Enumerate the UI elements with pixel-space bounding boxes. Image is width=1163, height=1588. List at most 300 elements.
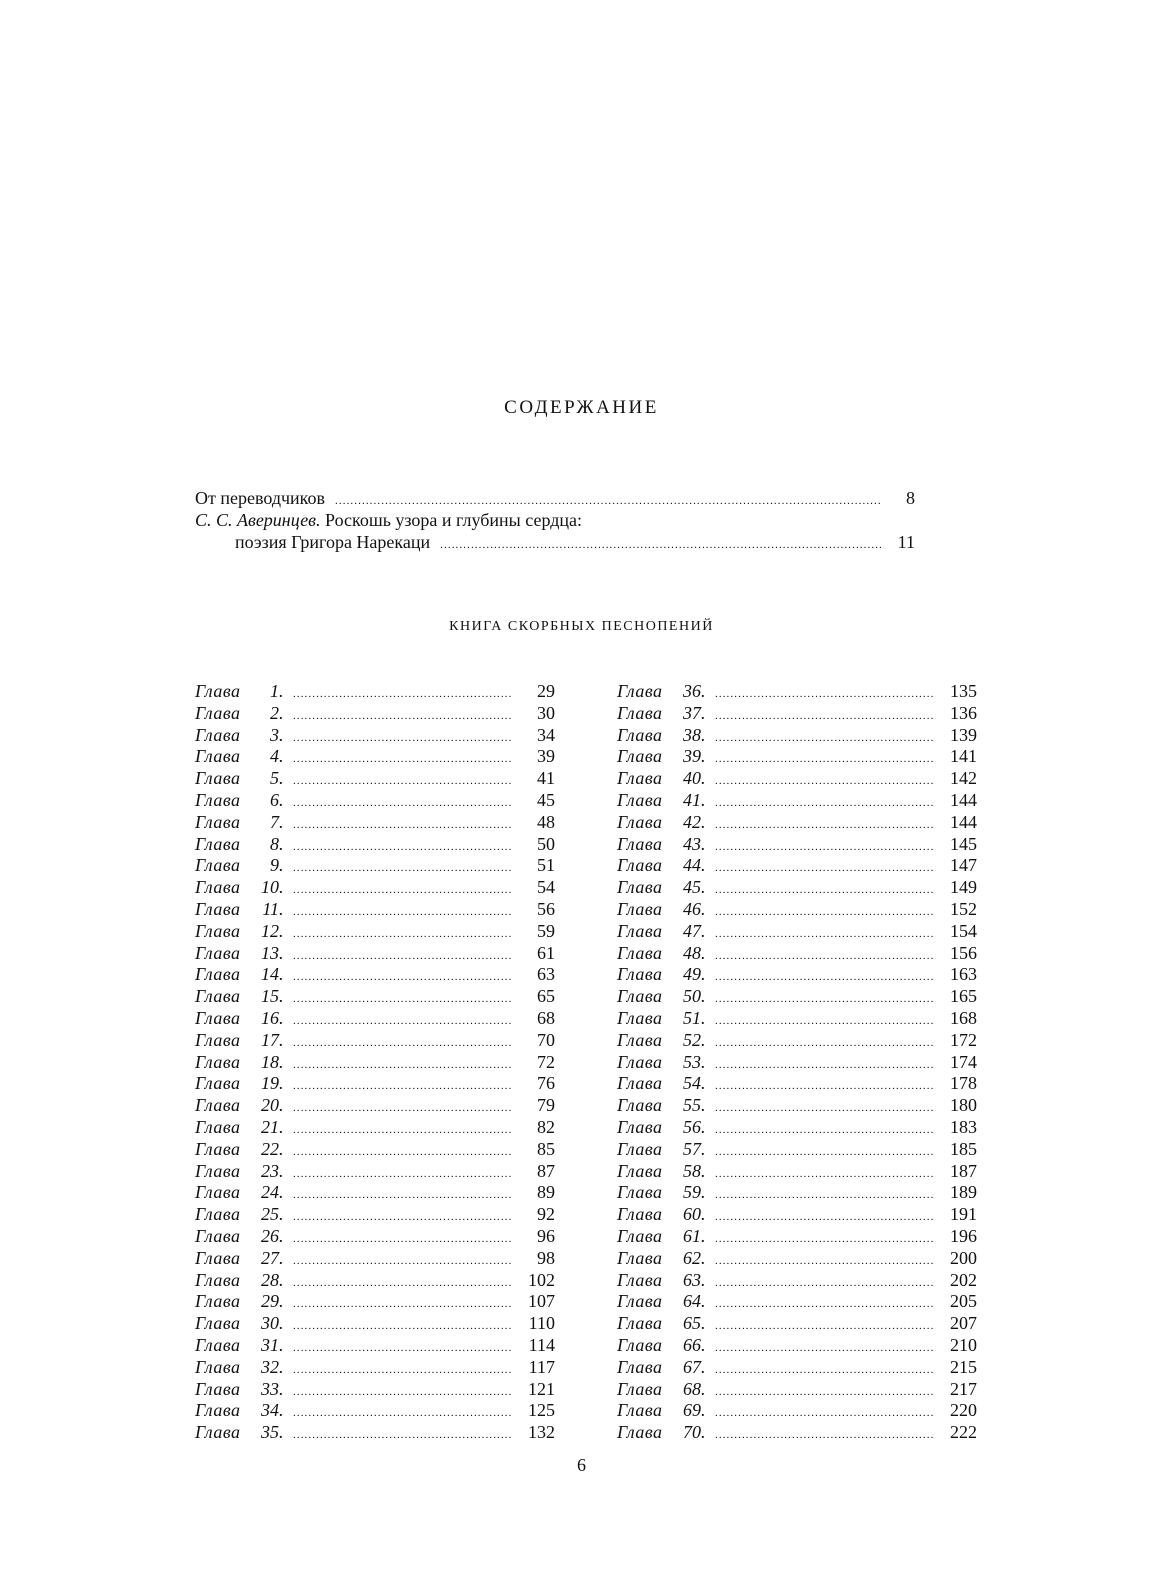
chapter-entry[interactable] (617, 1117, 977, 1139)
chapter-page: 210 (950, 1334, 977, 1355)
chapter-label: Глава (617, 964, 663, 985)
chapter-label: Глава (195, 1051, 241, 1072)
dot-leader (715, 1098, 933, 1120)
chapter-label: Глава (617, 1138, 663, 1159)
chapter-label: Глава (195, 1247, 241, 1268)
dot-leader (715, 1425, 933, 1447)
chapter-number: 34 (261, 1400, 279, 1421)
chapter-entry[interactable] (617, 1182, 977, 1204)
chapter-label: Глава (195, 681, 241, 701)
chapter-number-period: . (279, 833, 284, 854)
chapter-label: Глава (617, 1313, 663, 1334)
chapter-entry[interactable] (195, 855, 555, 877)
chapter-entry[interactable] (617, 746, 977, 768)
chapter-label: Глава (195, 1334, 241, 1355)
dot-leader (715, 837, 933, 859)
chapter-number: 20 (261, 1095, 279, 1116)
chapter-page: 205 (950, 1291, 977, 1312)
dot-leader (715, 1164, 933, 1186)
chapter-number-period: . (701, 746, 706, 767)
chapter-label: Глава (195, 964, 241, 985)
chapter-number: 66 (683, 1334, 701, 1355)
chapter-page: 147 (950, 855, 977, 876)
dot-leader (293, 1251, 511, 1273)
chapter-entry[interactable] (195, 899, 555, 921)
chapter-page: 156 (950, 942, 977, 963)
dot-leader (293, 728, 511, 750)
chapter-entry[interactable] (195, 921, 555, 943)
chapter-number: 43 (683, 833, 701, 854)
dot-leader (715, 1033, 933, 1055)
chapter-entry[interactable] (195, 1313, 555, 1335)
chapter-page: 98 (537, 1247, 555, 1268)
chapter-page: 79 (537, 1095, 555, 1116)
chapter-page: 45 (537, 789, 555, 810)
dot-leader (715, 1076, 933, 1098)
chapter-entry[interactable] (617, 1313, 977, 1335)
chapter-number-period: . (701, 1138, 706, 1159)
chapter-page: 89 (537, 1182, 555, 1203)
chapter-entry[interactable] (195, 1161, 555, 1183)
chapter-number-period: . (279, 1116, 284, 1137)
chapter-entry[interactable] (195, 1379, 555, 1401)
chapter-number-period: . (279, 1356, 284, 1377)
chapter-number-period: . (279, 746, 284, 767)
toc-entry[interactable] (195, 531, 915, 553)
chapter-label: Глава (617, 681, 663, 701)
chapter-number: 5 (270, 768, 279, 789)
dot-leader (715, 967, 933, 989)
chapter-label: Глава (617, 833, 663, 854)
page-title: СОДЕРЖАНИЕ (504, 397, 659, 418)
front-matter (195, 487, 915, 553)
chapter-number-period: . (701, 1029, 706, 1050)
chapter-page: 30 (537, 702, 555, 723)
chapter-page: 174 (950, 1051, 977, 1072)
chapter-number-period: . (701, 1422, 706, 1443)
chapter-entry[interactable] (195, 1052, 555, 1074)
chapter-label: Глава (195, 724, 241, 745)
dot-leader (293, 1403, 511, 1425)
chapter-label: Глава (617, 1204, 663, 1225)
chapter-label: Глава (617, 1007, 663, 1028)
chapter-page: 68 (537, 1007, 555, 1028)
dot-leader (293, 1316, 511, 1338)
chapter-entry[interactable] (195, 1400, 555, 1422)
chapter-number: 15 (261, 986, 279, 1007)
chapter-label: Глава (195, 768, 241, 789)
chapter-entry[interactable] (195, 1008, 555, 1030)
chapter-number-period: . (701, 789, 706, 810)
chapter-number: 6 (270, 789, 279, 810)
chapter-entry[interactable] (617, 1400, 977, 1422)
chapter-entry[interactable] (617, 768, 977, 790)
dot-leader (293, 749, 511, 771)
chapter-number: 24 (261, 1182, 279, 1203)
chapter-label: Глава (195, 1160, 241, 1181)
chapter-entry[interactable] (195, 986, 555, 1008)
chapter-page: 92 (537, 1204, 555, 1225)
chapter-page: 144 (950, 811, 977, 832)
chapter-page: 207 (950, 1313, 977, 1334)
chapter-entry[interactable] (617, 1291, 977, 1313)
chapter-label: Глава (195, 1356, 241, 1377)
chapter-entry[interactable] (195, 703, 555, 725)
chapter-entry[interactable] (195, 1182, 555, 1204)
chapter-number: 29 (261, 1291, 279, 1312)
chapter-label: Глава (617, 1422, 663, 1443)
chapter-number-period: . (279, 1334, 284, 1355)
chapter-number-period: . (279, 986, 284, 1007)
chapter-number: 25 (261, 1204, 279, 1225)
chapter-number-period: . (279, 1400, 284, 1421)
chapter-entry[interactable] (195, 1030, 555, 1052)
chapter-number-period: . (279, 898, 284, 919)
chapter-page: 145 (950, 833, 977, 854)
dot-leader (293, 1076, 511, 1098)
chapter-number: 65 (683, 1313, 701, 1334)
chapter-entry[interactable] (195, 1226, 555, 1248)
chapter-number-period: . (701, 1007, 706, 1028)
chapter-entry[interactable] (195, 1248, 555, 1270)
chapter-entry[interactable] (195, 1270, 555, 1292)
chapter-page: 202 (950, 1269, 977, 1290)
chapter-number-period: . (279, 920, 284, 941)
chapter-entry[interactable] (617, 1357, 977, 1379)
chapter-number-period: . (701, 724, 706, 745)
chapter-number: 47 (683, 920, 701, 941)
chapter-label: Глава (617, 811, 663, 832)
chapter-number-period: . (279, 855, 284, 876)
dot-leader (715, 902, 933, 924)
chapter-entry[interactable] (617, 1270, 977, 1292)
toc-entry[interactable] (195, 509, 915, 531)
chapter-number: 69 (683, 1400, 701, 1421)
chapter-label: Глава (617, 1095, 663, 1116)
dot-leader (293, 858, 511, 880)
chapter-number: 56 (683, 1116, 701, 1137)
chapter-entry[interactable] (617, 855, 977, 877)
chapter-label: Глава (195, 877, 241, 898)
chapter-number-period: . (701, 942, 706, 963)
dot-leader (293, 1142, 511, 1164)
chapter-page: 41 (537, 768, 555, 789)
chapter-entry[interactable] (195, 1422, 555, 1444)
chapter-entry[interactable] (195, 768, 555, 790)
chapter-number-period: . (701, 1160, 706, 1181)
chapter-page: 178 (950, 1073, 977, 1094)
chapter-entry[interactable] (195, 812, 555, 834)
chapter-entry[interactable] (617, 877, 977, 899)
chapter-entry[interactable] (195, 1095, 555, 1117)
chapter-entry[interactable] (617, 1226, 977, 1248)
chapter-label: Глава (617, 986, 663, 1007)
toc-entry-title: От переводчиков (195, 488, 326, 508)
chapter-entry[interactable] (195, 877, 555, 899)
chapter-number-period: . (701, 1378, 706, 1399)
section-title: КНИГА СКОРБНЫХ ПЕСНОПЕНИЙ (449, 619, 714, 634)
chapter-number-period: . (701, 1247, 706, 1268)
chapter-page: 141 (950, 746, 977, 767)
dot-leader (293, 1338, 511, 1360)
chapter-entry[interactable] (195, 725, 555, 747)
dot-leader (715, 1207, 933, 1229)
chapter-page: 220 (950, 1400, 977, 1421)
chapter-page: 59 (537, 920, 555, 941)
chapter-entry[interactable] (195, 1357, 555, 1379)
chapter-entry[interactable] (617, 703, 977, 725)
chapter-entry[interactable] (617, 1422, 977, 1444)
chapter-number-period: . (279, 681, 284, 701)
chapter-number-period: . (701, 877, 706, 898)
chapter-number: 17 (261, 1029, 279, 1050)
chapter-number: 51 (683, 1007, 701, 1028)
chapter-page: 110 (528, 1313, 555, 1334)
chapter-number: 67 (683, 1356, 701, 1377)
chapter-number-period: . (701, 1334, 706, 1355)
chapter-entry[interactable] (195, 681, 555, 703)
toc-entry-page: 11 (897, 532, 915, 552)
chapter-entry[interactable] (195, 964, 555, 986)
chapter-number-period: . (279, 1247, 284, 1268)
chapter-page: 152 (950, 898, 977, 919)
chapter-label: Глава (617, 1334, 663, 1355)
chapter-entry[interactable] (617, 790, 977, 812)
chapter-label: Глава (195, 789, 241, 810)
chapter-number-period: . (279, 1291, 284, 1312)
chapter-label: Глава (617, 1116, 663, 1137)
chapter-number: 11 (262, 898, 279, 919)
chapter-number-period: . (279, 1422, 284, 1443)
chapter-page: 200 (950, 1247, 977, 1268)
dot-leader (293, 1360, 511, 1382)
chapter-label: Глава (195, 1204, 241, 1225)
chapter-entry[interactable] (195, 1139, 555, 1161)
chapter-number-period: . (279, 724, 284, 745)
chapter-number: 60 (683, 1204, 701, 1225)
dot-leader (715, 989, 933, 1011)
dot-leader (715, 749, 933, 771)
chapter-label: Глава (195, 1182, 241, 1203)
chapter-number-period: . (701, 1204, 706, 1225)
dot-leader (293, 684, 511, 706)
chapter-number-period: . (701, 1182, 706, 1203)
chapter-entry[interactable] (617, 834, 977, 856)
chapter-number: 36 (683, 681, 701, 701)
dot-leader (293, 706, 511, 728)
dot-leader (293, 1098, 511, 1120)
chapter-number: 4 (270, 746, 279, 767)
dot-leader (293, 1033, 511, 1055)
chapter-number-period: . (701, 1073, 706, 1094)
chapter-entry[interactable] (195, 1291, 555, 1313)
dot-leader (715, 1316, 933, 1338)
dot-leader (715, 858, 933, 880)
toc-entry[interactable] (195, 487, 915, 509)
chapter-page: 135 (950, 681, 977, 701)
chapter-entry[interactable] (617, 921, 977, 943)
chapter-page: 191 (950, 1204, 977, 1225)
chapter-number-period: . (701, 1116, 706, 1137)
chapter-label: Глава (617, 1182, 663, 1203)
chapter-page: 56 (537, 898, 555, 919)
chapter-number: 9 (270, 855, 279, 876)
chapter-entry[interactable] (195, 943, 555, 965)
chapter-page: 154 (950, 920, 977, 941)
chapter-number: 35 (261, 1422, 279, 1443)
chapter-entry[interactable] (617, 1379, 977, 1401)
chapter-entry[interactable] (195, 1117, 555, 1139)
chapter-entry[interactable] (617, 1161, 977, 1183)
chapter-number-period: . (279, 1204, 284, 1225)
chapter-entry[interactable] (617, 1095, 977, 1117)
chapter-number-period: . (701, 920, 706, 941)
dot-leader (293, 793, 511, 815)
chapter-number-period: . (279, 1225, 284, 1246)
chapter-page: 96 (537, 1225, 555, 1246)
chapter-number-period: . (279, 1051, 284, 1072)
chapter-entry[interactable] (617, 1139, 977, 1161)
chapter-number-period: . (279, 877, 284, 898)
chapter-entry[interactable] (617, 1052, 977, 1074)
chapter-number-period: . (701, 898, 706, 919)
toc-entry-author: С. С. Аверинцев. (195, 510, 321, 530)
chapter-number: 46 (683, 898, 701, 919)
chapter-label: Глава (195, 920, 241, 941)
chapter-page: 102 (528, 1269, 555, 1290)
chapter-label: Глава (195, 898, 241, 919)
chapter-page: 144 (950, 789, 977, 810)
chapter-entry[interactable] (617, 1204, 977, 1226)
chapter-entry[interactable] (195, 1335, 555, 1357)
chapter-page: 50 (537, 833, 555, 854)
chapter-list-right (617, 681, 977, 1444)
dot-leader (293, 1164, 511, 1186)
chapter-page: 185 (950, 1138, 977, 1159)
chapter-label: Глава (617, 1291, 663, 1312)
chapter-number: 44 (683, 855, 701, 876)
chapter-label: Глава (195, 1291, 241, 1312)
chapter-number: 59 (683, 1182, 701, 1203)
chapter-entry[interactable] (195, 834, 555, 856)
dot-leader (293, 1229, 511, 1251)
chapter-number-period: . (279, 702, 284, 723)
chapter-number: 7 (270, 811, 279, 832)
chapter-label: Глава (617, 855, 663, 876)
chapter-page: 48 (537, 811, 555, 832)
chapter-number-period: . (701, 1291, 706, 1312)
chapter-entry[interactable] (195, 746, 555, 768)
chapter-label: Глава (195, 811, 241, 832)
toc-entry-title: Роскошь узора и глубины сердца: (320, 510, 583, 530)
chapter-page: 82 (537, 1116, 555, 1137)
chapter-page: 196 (950, 1225, 977, 1246)
chapter-number: 70 (683, 1422, 701, 1443)
chapter-entry[interactable] (617, 681, 977, 703)
chapter-entry[interactable] (617, 725, 977, 747)
dot-leader (715, 1403, 933, 1425)
chapter-entry[interactable] (617, 899, 977, 921)
chapter-page: 85 (537, 1138, 555, 1159)
chapter-entry[interactable] (617, 1248, 977, 1270)
chapter-label: Глава (617, 1160, 663, 1181)
chapter-number: 14 (261, 964, 279, 985)
chapter-entry[interactable] (617, 943, 977, 965)
chapter-entry[interactable] (195, 1204, 555, 1226)
chapter-number-period: . (279, 1160, 284, 1181)
chapter-number: 27 (261, 1247, 279, 1268)
chapter-page: 142 (950, 768, 977, 789)
chapter-entry[interactable] (617, 1335, 977, 1357)
chapter-number: 52 (683, 1029, 701, 1050)
chapter-number: 26 (261, 1225, 279, 1246)
chapter-number: 30 (261, 1313, 279, 1334)
chapter-number: 32 (261, 1356, 279, 1377)
chapter-page: 114 (528, 1334, 555, 1355)
chapter-label: Глава (195, 1095, 241, 1116)
chapter-number-period: . (701, 1225, 706, 1246)
chapter-entry[interactable] (617, 964, 977, 986)
chapter-number-period: . (701, 1095, 706, 1116)
chapter-number: 38 (683, 724, 701, 745)
chapter-entry[interactable] (617, 1073, 977, 1095)
chapter-entry[interactable] (617, 1030, 977, 1052)
chapter-entry[interactable] (195, 790, 555, 812)
chapter-number-period: . (701, 1356, 706, 1377)
dot-leader (715, 1011, 933, 1033)
chapter-label: Глава (617, 1073, 663, 1094)
dot-leader (293, 1294, 511, 1316)
chapter-number-period: . (279, 1007, 284, 1028)
chapter-number-period: . (279, 1378, 284, 1399)
chapter-label: Глава (617, 1029, 663, 1050)
chapter-number: 68 (683, 1378, 701, 1399)
chapter-number: 18 (261, 1051, 279, 1072)
chapter-label: Глава (195, 855, 241, 876)
chapter-number: 39 (683, 746, 701, 767)
chapter-number: 58 (683, 1160, 701, 1181)
chapter-number-period: . (701, 811, 706, 832)
chapter-number-period: . (701, 986, 706, 1007)
chapter-label: Глава (195, 1422, 241, 1443)
chapter-number-period: . (279, 1029, 284, 1050)
chapter-number: 31 (261, 1334, 279, 1355)
chapter-entry[interactable] (617, 812, 977, 834)
chapter-number: 22 (261, 1138, 279, 1159)
chapter-entry[interactable] (195, 1073, 555, 1095)
chapter-label: Глава (617, 724, 663, 745)
chapter-page: 65 (537, 986, 555, 1007)
chapter-label: Глава (617, 942, 663, 963)
chapter-number-period: . (279, 768, 284, 789)
chapter-label: Глава (617, 768, 663, 789)
chapter-label: Глава (617, 898, 663, 919)
chapter-number: 23 (261, 1160, 279, 1181)
chapter-entry[interactable] (617, 986, 977, 1008)
chapter-number-period: . (279, 811, 284, 832)
dot-leader (715, 924, 933, 946)
chapter-number: 53 (683, 1051, 701, 1072)
chapter-label: Глава (617, 1400, 663, 1421)
chapter-entry[interactable] (617, 1008, 977, 1030)
chapter-label: Глава (195, 1007, 241, 1028)
chapter-label: Глава (195, 1116, 241, 1137)
chapter-label: Глава (617, 1378, 663, 1399)
chapter-number: 55 (683, 1095, 701, 1116)
chapter-number: 63 (683, 1269, 701, 1290)
dot-leader (440, 534, 881, 556)
chapter-number: 42 (683, 811, 701, 832)
